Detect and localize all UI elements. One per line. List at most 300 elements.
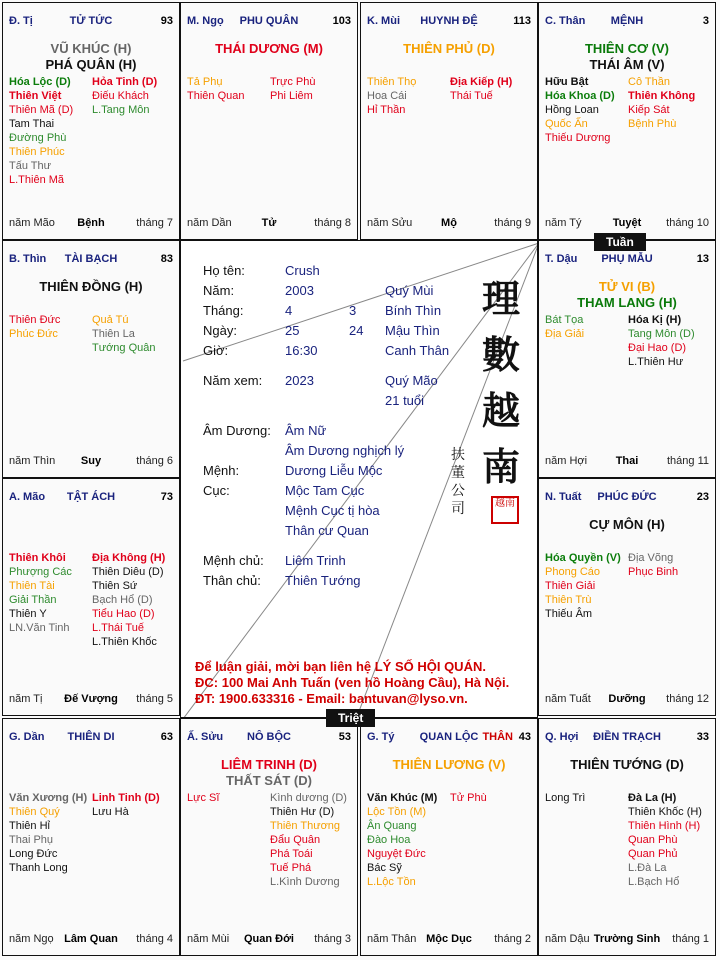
minor-star: Tuế Phá bbox=[270, 862, 312, 874]
minor-stars bbox=[9, 313, 175, 355]
palace-footer bbox=[545, 455, 709, 469]
minor-star: L.Thiên Hư bbox=[628, 356, 684, 368]
palace-stage: Bệnh bbox=[77, 217, 105, 229]
palace-header bbox=[9, 491, 173, 507]
palace-title: HUYNH ĐỆ bbox=[420, 15, 478, 27]
day-lunar: 24 bbox=[349, 323, 364, 338]
minor-stars bbox=[367, 791, 533, 889]
minor-star: Quốc Ấn bbox=[545, 118, 588, 130]
palace-title: PHỤ MẪU bbox=[601, 253, 653, 265]
minor-star: Hóa Khoa (D) bbox=[545, 90, 615, 102]
minor-star: Thiếu Âm bbox=[545, 608, 593, 620]
palace-footer bbox=[367, 217, 531, 231]
minor-star: Thanh Long bbox=[9, 862, 68, 874]
minor-star: Phá Toái bbox=[270, 848, 313, 860]
minor-stars-right bbox=[92, 313, 175, 355]
palace-header bbox=[367, 731, 531, 747]
minor-star: Thiên Phúc bbox=[9, 146, 65, 158]
than-chu-value: Thiên Tướng bbox=[285, 573, 361, 588]
minor-star: Hữu Bật bbox=[545, 76, 589, 88]
palace-footer bbox=[367, 933, 531, 947]
palace-year: năm Dậu bbox=[545, 933, 590, 945]
minor-stars bbox=[187, 791, 353, 889]
minor-stars-left bbox=[545, 75, 628, 145]
am-duong-note: Âm Dương nghịch lý bbox=[285, 443, 405, 458]
main-star: THAM LANG (H) bbox=[577, 295, 677, 310]
main-star: THÁI DƯƠNG (M) bbox=[215, 41, 323, 56]
contact-line-3: ĐT: 1900.633316 - Email: bantuvan@lyso.vn. bbox=[195, 691, 468, 706]
view-year-label: Năm xem: bbox=[203, 373, 263, 388]
menh-label: Mệnh: bbox=[203, 463, 240, 478]
minor-star: Văn Khúc (M) bbox=[367, 792, 438, 804]
cuc-value: Mộc Tam Cục bbox=[285, 483, 365, 498]
minor-stars-left bbox=[187, 75, 270, 103]
palace-title: TẬT ÁCH bbox=[66, 491, 116, 503]
palace-suu-bot[interactable] bbox=[180, 718, 358, 956]
palace-month: tháng 7 bbox=[136, 217, 173, 229]
minor-stars-right bbox=[628, 551, 711, 621]
palace-branch: G. Dần bbox=[9, 731, 45, 743]
menh-chu-value: Liêm Trinh bbox=[285, 553, 346, 568]
minor-star: Kiếp Sát bbox=[628, 104, 670, 116]
palace-tuat-right[interactable] bbox=[538, 478, 716, 716]
main-stars bbox=[539, 757, 715, 773]
minor-star: Điếu Khách bbox=[92, 90, 149, 102]
minor-star: L.Đà La bbox=[628, 862, 667, 874]
main-stars bbox=[181, 41, 357, 57]
palace-year: năm Thân bbox=[367, 933, 417, 945]
palace-month: tháng 8 bbox=[314, 217, 351, 229]
palace-title: NÔ BỘC bbox=[247, 731, 291, 743]
minor-star: Thiếu Dương bbox=[545, 132, 611, 144]
minor-stars-left bbox=[545, 551, 628, 621]
minor-stars bbox=[545, 313, 711, 369]
minor-star: Ân Quang bbox=[367, 820, 417, 832]
palace-number: 83 bbox=[160, 253, 173, 265]
main-stars bbox=[3, 279, 179, 295]
minor-stars-right bbox=[450, 75, 533, 117]
month-canchi: Bính Thìn bbox=[385, 303, 442, 318]
minor-star: Trực Phù bbox=[270, 76, 316, 88]
minor-star: Thiên La bbox=[92, 328, 135, 340]
minor-star: Thiên Đức bbox=[9, 314, 61, 326]
main-stars bbox=[539, 41, 715, 73]
main-star: THÁI ÂM (V) bbox=[589, 57, 665, 72]
minor-stars-right bbox=[628, 75, 711, 145]
day-label: Ngày: bbox=[203, 323, 237, 338]
palace-footer bbox=[545, 933, 709, 947]
palace-month: tháng 5 bbox=[136, 693, 173, 705]
palace-title: TÀI BẠCH bbox=[64, 253, 118, 265]
palace-year: năm Mão bbox=[9, 217, 55, 229]
minor-star: Địa Không (H) bbox=[92, 552, 166, 564]
minor-star: Thiên Quan bbox=[187, 90, 245, 102]
minor-star: Văn Xương (H) bbox=[9, 792, 88, 804]
minor-star: Bạch Hổ (D) bbox=[92, 594, 153, 606]
year-value: 2003 bbox=[285, 283, 314, 298]
minor-star: L.Thiên Mã bbox=[9, 174, 65, 186]
minor-star: Tiểu Hao (D) bbox=[92, 608, 155, 620]
year-canchi: Quý Mùi bbox=[385, 283, 434, 298]
minor-stars bbox=[9, 551, 175, 649]
palace-header bbox=[187, 15, 351, 31]
minor-star: Nguyệt Đức bbox=[367, 848, 426, 860]
palace-branch: A. Mão bbox=[9, 491, 46, 503]
calligraphy-subtitle: 扶董公司 bbox=[451, 447, 465, 517]
palace-year: năm Tị bbox=[9, 693, 43, 705]
palace-number: 3 bbox=[702, 15, 709, 27]
palace-branch: Ấ. Sửu bbox=[187, 731, 224, 743]
minor-stars bbox=[9, 75, 175, 187]
palace-header bbox=[9, 731, 173, 747]
menh-value: Dương Liễu Mộc bbox=[285, 463, 383, 478]
minor-star: Thiên Thọ bbox=[367, 76, 417, 88]
palace-branch: Q. Hợi bbox=[545, 731, 579, 743]
minor-stars-right bbox=[628, 791, 711, 889]
minor-stars-right bbox=[92, 551, 175, 649]
hour-canchi: Canh Thân bbox=[385, 343, 450, 358]
minor-star: Thiên Mã (D) bbox=[9, 104, 74, 116]
hour-label: Giờ: bbox=[203, 343, 229, 358]
palace-stage: Đế Vượng bbox=[64, 693, 118, 705]
day-canchi: Mậu Thìn bbox=[385, 323, 440, 338]
palace-month: tháng 4 bbox=[136, 933, 173, 945]
palace-stage: Thai bbox=[615, 455, 639, 467]
minor-stars-right bbox=[270, 75, 353, 103]
palace-year: năm Dần bbox=[187, 217, 232, 229]
than-cu-note: Thân cư Quan bbox=[285, 523, 369, 538]
palace-title: QUAN LỘC bbox=[419, 731, 479, 743]
than-chu-label: Thân chủ: bbox=[203, 573, 261, 588]
minor-star: Bác Sỹ bbox=[367, 862, 402, 874]
than-badge: THÂN bbox=[482, 731, 513, 743]
minor-star: Tả Phụ bbox=[187, 76, 223, 88]
main-star: LIÊM TRINH (D) bbox=[220, 757, 318, 772]
minor-star: L.Tang Môn bbox=[92, 104, 150, 116]
minor-star: Hồng Loan bbox=[545, 104, 599, 116]
main-star: THẤT SÁT (D) bbox=[226, 773, 312, 788]
minor-star: Lộc Tồn (M) bbox=[367, 806, 427, 818]
minor-star: Thiên Không bbox=[628, 90, 696, 102]
minor-stars-right bbox=[270, 791, 353, 889]
main-star: VŨ KHÚC (H) bbox=[50, 41, 132, 56]
minor-star: Hoa Cái bbox=[367, 90, 407, 102]
minor-star: Tang Môn (D) bbox=[628, 328, 695, 340]
palace-month: tháng 2 bbox=[494, 933, 531, 945]
minor-stars bbox=[9, 791, 175, 875]
minor-star: L.Bạch Hổ bbox=[628, 876, 680, 888]
minor-stars-left bbox=[9, 75, 92, 187]
palace-month: tháng 6 bbox=[136, 455, 173, 467]
minor-star: Đường Phù bbox=[9, 132, 67, 144]
minor-star: Phi Liêm bbox=[270, 90, 313, 102]
minor-stars-right bbox=[92, 75, 175, 187]
palace-number: 33 bbox=[696, 731, 709, 743]
main-star: THIÊN TƯỚNG (D) bbox=[570, 757, 684, 772]
minor-star: L.Thiên Khốc bbox=[92, 636, 157, 648]
view-year-value: 2023 bbox=[285, 373, 314, 388]
palace-hoi-bot[interactable] bbox=[538, 718, 716, 956]
palace-than-top[interactable] bbox=[538, 2, 716, 240]
minor-star: Thiên Tài bbox=[9, 580, 55, 592]
minor-star: Thiên Diêu (D) bbox=[92, 566, 164, 578]
minor-stars-right bbox=[628, 313, 711, 369]
name-value: Crush bbox=[285, 263, 320, 278]
palace-branch: K. Mùi bbox=[367, 15, 400, 27]
minor-star: Đại Hao (D) bbox=[628, 342, 687, 354]
main-star: THIÊN ĐỒNG (H) bbox=[39, 279, 143, 294]
cuc-label: Cục: bbox=[203, 483, 230, 498]
palace-month: tháng 11 bbox=[666, 455, 709, 467]
minor-star: Thái Tuế bbox=[450, 90, 493, 102]
minor-stars bbox=[545, 75, 711, 145]
minor-stars-left bbox=[9, 791, 92, 875]
minor-star: Lưu Hà bbox=[92, 806, 129, 818]
palace-branch: B. Thìn bbox=[9, 253, 47, 265]
minor-star: Thiên Hỉ bbox=[9, 820, 50, 832]
month-lunar: 3 bbox=[349, 303, 357, 318]
palace-stage: Suy bbox=[80, 455, 102, 467]
month-label: Tháng: bbox=[203, 303, 244, 318]
minor-star: Bát Tọa bbox=[545, 314, 584, 326]
palace-title: PHÚC ĐỨC bbox=[597, 491, 657, 503]
palace-header bbox=[545, 731, 709, 747]
main-stars bbox=[539, 279, 715, 311]
minor-star: Thiên Y bbox=[9, 608, 47, 620]
minor-star: Tấu Thư bbox=[9, 160, 52, 172]
palace-number: 43 bbox=[518, 731, 531, 743]
minor-star: Hóa Lộc (D) bbox=[9, 76, 71, 88]
palace-month: tháng 3 bbox=[314, 933, 351, 945]
minor-star: Tướng Quân bbox=[92, 342, 156, 354]
palace-dau-right[interactable] bbox=[538, 240, 716, 478]
main-star: THIÊN PHỦ (D) bbox=[403, 41, 495, 56]
minor-star: Thiên Hình (H) bbox=[628, 820, 701, 832]
palace-year: năm Ngọ bbox=[9, 933, 54, 945]
palace-header bbox=[9, 15, 173, 31]
minor-star: Phong Cáo bbox=[545, 566, 601, 578]
name-label: Họ tên: bbox=[203, 263, 245, 278]
am-duong-value: Âm Nữ bbox=[285, 423, 327, 438]
minor-stars-left bbox=[367, 791, 450, 889]
minor-stars-left bbox=[187, 791, 270, 889]
palace-thin-left[interactable] bbox=[2, 240, 180, 478]
palace-month: tháng 9 bbox=[494, 217, 531, 229]
palace-footer bbox=[545, 217, 709, 231]
palace-branch: T. Dậu bbox=[545, 253, 578, 265]
palace-stage: Lâm Quan bbox=[64, 933, 118, 945]
minor-star: Cô Thần bbox=[628, 76, 670, 88]
palace-title: ĐIỀN TRẠCH bbox=[593, 731, 661, 743]
minor-star: Địa Võng bbox=[628, 552, 674, 564]
palace-year: năm Hợi bbox=[545, 455, 588, 467]
palace-dan-bot[interactable] bbox=[2, 718, 180, 956]
minor-star: Thiên Khôi bbox=[9, 552, 66, 564]
palace-month: tháng 1 bbox=[672, 933, 709, 945]
palace-stage: Dưỡng bbox=[608, 693, 646, 705]
minor-star: L.Kình Dương bbox=[270, 876, 340, 888]
palace-footer bbox=[187, 217, 351, 231]
palace-title: THIÊN DI bbox=[67, 731, 115, 743]
palace-branch: N. Tuất bbox=[545, 491, 582, 503]
year-label: Năm: bbox=[203, 283, 235, 298]
minor-stars-left bbox=[9, 551, 92, 649]
palace-branch: Đ. Tị bbox=[9, 15, 33, 27]
palace-number: 23 bbox=[696, 491, 709, 503]
palace-stage: Tuyệt bbox=[612, 217, 642, 229]
minor-stars bbox=[367, 75, 533, 117]
main-stars bbox=[181, 757, 357, 789]
palace-number: 53 bbox=[338, 731, 351, 743]
minor-star: Quả Tú bbox=[92, 314, 129, 326]
palace-footer bbox=[9, 455, 173, 469]
minor-stars-right bbox=[450, 791, 533, 889]
center-info-panel bbox=[180, 240, 538, 718]
palace-number: 103 bbox=[332, 15, 351, 27]
palace-branch: C. Thân bbox=[545, 15, 586, 27]
palace-footer bbox=[545, 693, 709, 707]
palace-footer bbox=[9, 933, 173, 947]
palace-year: năm Tý bbox=[545, 217, 582, 229]
minor-stars-left bbox=[9, 313, 92, 355]
main-stars bbox=[361, 757, 537, 773]
main-star: CỰ MÔN (H) bbox=[589, 517, 665, 532]
main-stars bbox=[361, 41, 537, 57]
calligraphy-title: 理數越南 bbox=[481, 276, 520, 489]
palace-ty-top[interactable] bbox=[2, 2, 180, 240]
month-solar: 4 bbox=[285, 303, 293, 318]
cuc-note: Mệnh Cục tị hòa bbox=[285, 503, 380, 518]
triet-marker: Triệt bbox=[326, 709, 375, 727]
palace-ty-bot[interactable] bbox=[360, 718, 538, 956]
palace-header bbox=[545, 253, 709, 269]
day-solar: 25 bbox=[285, 323, 300, 338]
main-star: THIÊN CƠ (V) bbox=[584, 41, 670, 56]
palace-title: TỬ TỨC bbox=[69, 15, 113, 27]
minor-star: Long Đức bbox=[9, 848, 58, 860]
minor-star: Bệnh Phù bbox=[628, 118, 677, 130]
minor-star: Thiên Việt bbox=[9, 90, 62, 102]
minor-stars-left bbox=[545, 313, 628, 369]
palace-footer bbox=[187, 933, 351, 947]
minor-stars-right bbox=[92, 791, 175, 875]
palace-month: tháng 12 bbox=[666, 693, 709, 705]
minor-stars bbox=[545, 551, 711, 621]
hour-value: 16:30 bbox=[285, 343, 318, 358]
palace-number: 63 bbox=[160, 731, 173, 743]
tuan-marker: Tuần bbox=[594, 233, 646, 251]
palace-header bbox=[545, 15, 709, 31]
palace-footer bbox=[9, 693, 173, 707]
palace-header bbox=[367, 15, 531, 31]
main-star: THIÊN LƯƠNG (V) bbox=[392, 757, 506, 772]
palace-year: năm Tuất bbox=[545, 693, 591, 705]
minor-star: L.Thái Tuế bbox=[92, 622, 144, 634]
minor-star: Tử Phù bbox=[450, 792, 487, 804]
palace-stage: Mộc Dục bbox=[426, 933, 472, 945]
minor-star: Quan Phủ bbox=[628, 848, 678, 860]
minor-stars bbox=[545, 791, 711, 889]
minor-star: Thiên Giải bbox=[545, 580, 596, 592]
minor-star: Hóa Quyền (V) bbox=[545, 552, 621, 564]
minor-star: L.Lộc Tồn bbox=[367, 876, 416, 888]
red-seal-stamp: 越南 bbox=[491, 496, 519, 524]
am-duong-label: Âm Dương: bbox=[203, 423, 271, 438]
palace-stage: Mộ bbox=[441, 217, 457, 229]
palace-number: 13 bbox=[696, 253, 709, 265]
palace-header bbox=[187, 731, 351, 747]
palace-number: 93 bbox=[160, 15, 173, 27]
minor-star: Kình dương (D) bbox=[270, 792, 347, 804]
minor-star: Hỏa Tinh (D) bbox=[92, 76, 158, 88]
palace-title: MỆNH bbox=[610, 15, 644, 27]
minor-star: Hóa Kị (H) bbox=[628, 314, 682, 326]
minor-star: Quan Phù bbox=[628, 834, 678, 846]
minor-star: Thiên Hư (D) bbox=[270, 806, 335, 818]
palace-footer bbox=[9, 217, 173, 231]
main-stars bbox=[3, 41, 179, 73]
palace-year: năm Mùi bbox=[187, 933, 230, 945]
minor-star: Long Trì bbox=[545, 792, 586, 804]
palace-mao-left[interactable] bbox=[2, 478, 180, 716]
minor-star: Thiên Trù bbox=[545, 594, 592, 606]
palace-number: 113 bbox=[513, 15, 531, 27]
minor-stars-left bbox=[367, 75, 450, 117]
minor-star: Đà La (H) bbox=[628, 792, 677, 804]
palace-stage: Quan Đới bbox=[244, 933, 294, 945]
menh-chu-label: Mệnh chủ: bbox=[203, 553, 264, 568]
palace-year: năm Sửu bbox=[367, 217, 413, 229]
age-value: 21 tuổi bbox=[385, 393, 425, 408]
palace-number: 73 bbox=[160, 491, 173, 503]
contact-line-1: Để luận giải, mời bạn liên hệ LÝ SỐ HỘI QUÁN. bbox=[195, 659, 486, 674]
palace-stage: Tử bbox=[261, 217, 277, 229]
palace-branch: M. Ngọ bbox=[187, 15, 224, 27]
contact-block bbox=[195, 659, 509, 707]
minor-star: Phục Binh bbox=[628, 566, 679, 578]
minor-star: Địa Giải bbox=[545, 328, 585, 340]
minor-star: Linh Tinh (D) bbox=[92, 792, 160, 804]
minor-star: Địa Kiếp (H) bbox=[450, 76, 513, 88]
minor-star: Tam Thai bbox=[9, 118, 55, 130]
minor-star: Thai Phụ bbox=[9, 834, 54, 846]
palace-header bbox=[545, 491, 709, 507]
minor-star: Đẩu Quân bbox=[270, 834, 321, 846]
palace-month: tháng 10 bbox=[666, 217, 709, 229]
palace-ngo-top[interactable] bbox=[180, 2, 358, 240]
palace-branch: G. Tý bbox=[367, 731, 395, 743]
minor-star: Thiên Sứ bbox=[92, 580, 138, 592]
palace-header bbox=[9, 253, 173, 269]
palace-mui-top[interactable] bbox=[360, 2, 538, 240]
minor-star: Phượng Các bbox=[9, 566, 72, 578]
minor-star: Thiên Khốc (H) bbox=[628, 806, 702, 818]
minor-star: Lực Sĩ bbox=[187, 792, 220, 804]
main-star: TỬ VI (B) bbox=[598, 279, 656, 294]
minor-star: LN.Văn Tinh bbox=[9, 622, 70, 634]
minor-star: Phúc Đức bbox=[9, 328, 58, 340]
minor-stars-left bbox=[545, 791, 628, 889]
palace-title: PHU QUÂN bbox=[239, 15, 299, 27]
view-year-canchi: Quý Mão bbox=[385, 373, 438, 388]
main-stars bbox=[539, 517, 715, 533]
minor-star: Hỉ Thần bbox=[367, 104, 406, 116]
palace-year: năm Thìn bbox=[9, 455, 56, 467]
minor-star: Thiên Quý bbox=[9, 806, 60, 818]
minor-star: Đào Hoa bbox=[367, 834, 411, 846]
palace-stage: Trường Sinh bbox=[593, 933, 661, 945]
main-star: PHÁ QUÂN (H) bbox=[45, 57, 137, 72]
